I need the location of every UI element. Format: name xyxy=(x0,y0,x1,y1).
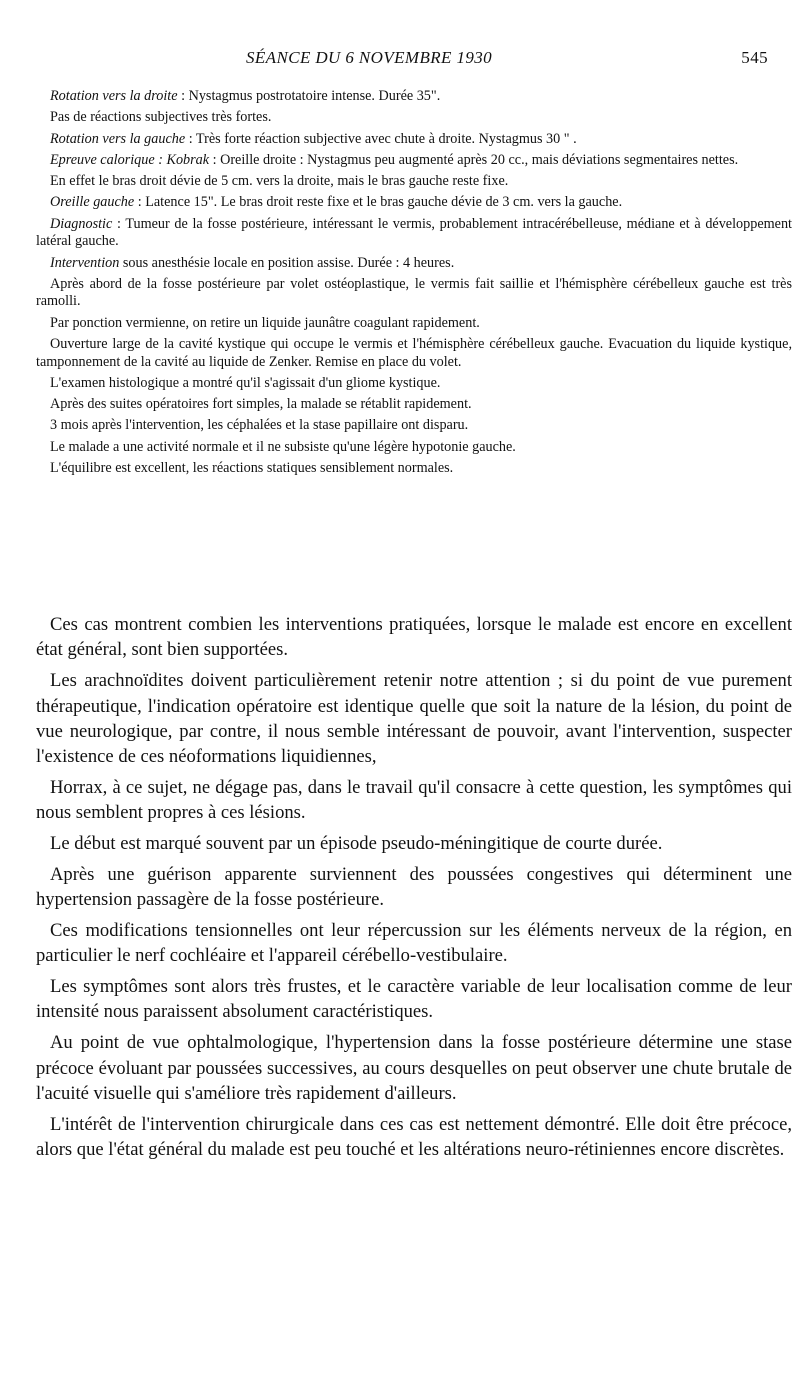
body-text xyxy=(36,612,792,1168)
case-note-text: sous anesthésie locale en position assise. Durée : 4 heures. xyxy=(119,254,455,271)
case-note xyxy=(36,216,792,251)
case-note-lead: Rotation vers la gauche xyxy=(50,130,186,147)
case-note-text: Ouverture large de la cavité kystique qui occupe le vermis et l'hémisphère cérébelleux gauche. Evacuation du liquide kystique, tamponnement de la cavité au liquide de Zenker. Remise en place du volet. xyxy=(36,336,792,370)
case-note-lead: Epreuve calorique : Kobrak xyxy=(50,151,210,168)
body-paragraph: Le début est marqué souvent par un épisode pseudo-méningitique de courte durée. xyxy=(50,833,663,855)
case-note-lead: Oreille gauche xyxy=(50,194,135,211)
case-note xyxy=(36,439,792,457)
case-note-lead: Rotation vers la droite xyxy=(50,88,178,104)
case-note xyxy=(36,460,792,478)
case-note xyxy=(36,336,792,371)
body-paragraph: Après une guérison apparente surviennent des poussées congestives qui déterminent une hypertension passagère de la fosse postérieure. xyxy=(36,863,792,911)
case-note-text: Après des suites opératoires fort simples, la malade se rétablit rapidement. xyxy=(50,396,472,413)
case-note xyxy=(36,131,792,149)
body-paragraph: L'intérêt de l'intervention chirurgicale dans ces cas est nettement démontré. Elle doit être précoce, alors que l'état général du malade est peu touché et les altérations neuro-rétiniennes encore discrètes. xyxy=(36,1113,792,1161)
case-note-text: : Oreille droite : Nystagmus peu augmenté après 20 cc., mais déviations segmentaires nettes. xyxy=(209,151,739,168)
body-paragraph: Ces modifications tensionnelles ont leur répercussion sur les éléments nerveux de la région, en particulier le nerf cochléaire et l'appareil cérébello-vestibulaire. xyxy=(36,919,792,967)
case-note xyxy=(36,417,792,435)
body-paragraph: Les symptômes sont alors très frustes, et le caractère variable de leur localisation comme de leur intensité nous paraissent absolument caractéristiques. xyxy=(36,976,792,1023)
body-paragraph: Les arachnoïdites doivent particulièrement retenir notre attention ; si du point de vue purement thérapeutique, l'indication opératoire est identique quelle que soit la nature de la lésion, du point de vue neurologique, par contre, il nous semble intéressant de pouvoir, avant l'intervention, suspecter l'existence de ces néoformations liquidiennes, xyxy=(36,670,792,768)
case-note xyxy=(36,255,792,273)
case-note-text: Après abord de la fosse postérieure par volet ostéoplastique, le vermis fait saillie et l'hémisphère cérébelleux gauche est très ramolli. xyxy=(36,275,792,310)
case-note xyxy=(36,375,792,393)
case-note xyxy=(36,173,792,191)
case-note-text: 3 mois après l'intervention, les céphalées et la stase papillaire ont disparu. xyxy=(50,417,469,434)
case-note xyxy=(36,109,792,127)
case-note xyxy=(36,276,792,311)
body-paragraph: Ces cas montrent combien les interventions pratiquées, lorsque le malade est encore en excellent état général, sont bien supportées. xyxy=(36,614,792,661)
case-note-text: L'examen histologique a montré qu'il s'agissait d'un gliome kystique. xyxy=(50,374,441,391)
running-title: SÉANCE DU 6 NOVEMBRE 1930 xyxy=(246,48,493,67)
case-note-text: Par ponction vermienne, on retire un liquide jaunâtre coagulant rapidement. xyxy=(50,314,480,331)
case-note-lead: Diagnostic xyxy=(50,215,113,232)
case-note xyxy=(36,194,792,212)
case-note xyxy=(36,396,792,414)
case-note-text: Pas de réactions subjectives très fortes. xyxy=(50,109,272,126)
case-note-text: : Très forte réaction subjective avec chute à droite. Nystagmus 30 " . xyxy=(185,130,577,147)
body-paragraph: Horrax, à ce sujet, ne dégage pas, dans le travail qu'il consacre à cette question, les symptômes qui nous semblent propres à ces lésions. xyxy=(36,777,792,824)
case-note-text: L'équilibre est excellent, les réactions statiques sensiblement normales. xyxy=(50,460,454,476)
page-number: 545 xyxy=(741,48,768,67)
case-note-text: Le malade a une activité normale et il ne subsiste qu'une légère hypotonie gauche. xyxy=(50,438,516,455)
case-note xyxy=(36,152,792,170)
case-note xyxy=(36,88,792,106)
case-note xyxy=(36,315,792,333)
case-note-text: : Nystagmus postrotatoire intense. Durée 35". xyxy=(177,88,441,104)
case-note-text: En effet le bras droit dévie de 5 cm. vers la droite, mais le bras gauche reste fixe. xyxy=(50,173,509,190)
case-note-text: : Latence 15". Le bras droit reste fixe et le bras gauche dévie de 3 cm. vers la gauche. xyxy=(134,194,623,211)
case-note-lead: Intervention xyxy=(50,254,120,271)
running-header xyxy=(246,48,768,72)
body-paragraph: Au point de vue ophtalmologique, l'hypertension dans la fosse postérieure détermine une stase précoce évoluant par poussées successives, au cours desquelles on peut observer une chute brutale de l'acuité visuelle qui s'améliore très rapidement d'ailleurs. xyxy=(36,1032,792,1104)
case-notes xyxy=(36,88,792,481)
case-note-text: : Tumeur de la fosse postérieure, intéressant le vermis, probablement intracérébelleuse, médiane et à développement latéral gauche. xyxy=(36,215,792,250)
